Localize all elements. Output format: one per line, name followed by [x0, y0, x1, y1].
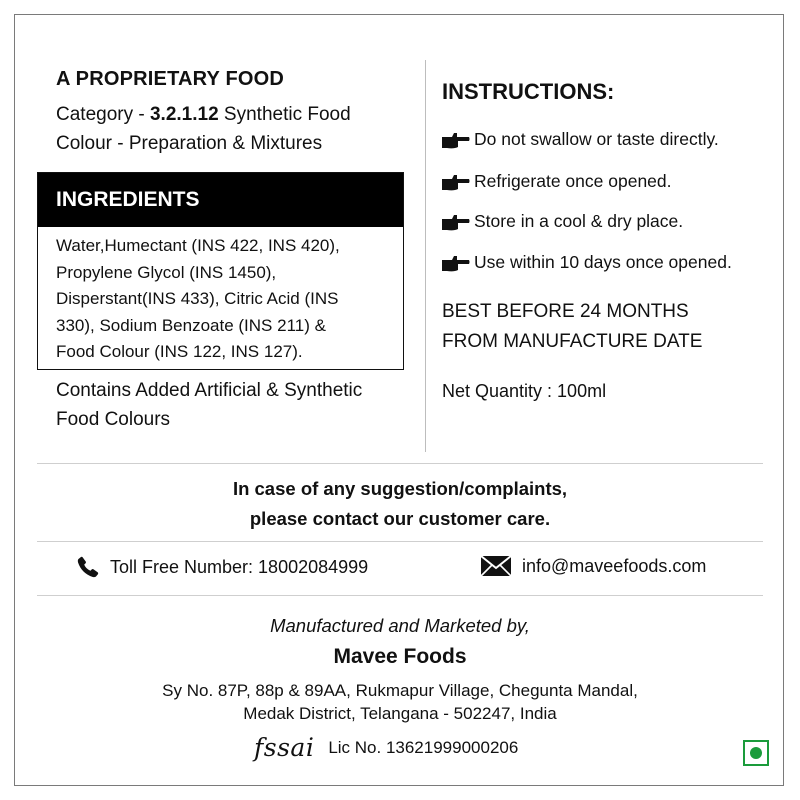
ingredients-list — [56, 233, 396, 366]
veg-mark-icon — [743, 740, 769, 766]
instruction-item — [442, 129, 719, 150]
category-code: 3.2.1.12 — [149, 104, 219, 125]
category-line2: Colour - Preparation & Mixtures — [56, 133, 323, 154]
instruction-item — [442, 211, 683, 232]
ingredients-line: Food Colour (INS 122, INS 127). — [56, 342, 303, 361]
email-address[interactable]: info@maveefoods.com — [522, 555, 707, 576]
pointing-hand-icon — [442, 173, 470, 191]
fssai-logo: fssai — [254, 733, 315, 762]
contact-message-line2: please contact our customer care. — [249, 508, 551, 529]
contains-line: Contains Added Artificial & Synthetic — [56, 380, 363, 401]
pointing-hand-icon — [442, 131, 470, 149]
toll-free-number[interactable]: Toll Free Number: 18002084999 — [110, 556, 369, 577]
column-divider — [425, 60, 426, 452]
best-before-line: FROM MANUFACTURE DATE — [442, 331, 703, 352]
veg-dot — [750, 747, 762, 759]
address-line: Sy No. 87P, 88p & 89AA, Rukmapur Village, Chegunta Mandal, — [162, 681, 638, 700]
phone-icon — [76, 555, 100, 579]
email-row — [480, 555, 706, 577]
fssai-row — [254, 733, 518, 762]
envelope-icon — [480, 555, 512, 577]
ingredients-box — [37, 172, 404, 370]
product-type-title: A PROPRIETARY FOOD — [56, 68, 285, 90]
manufactured-by-label: Manufactured and Marketed by, — [270, 615, 530, 636]
instruction-text: Store in a cool & dry place. — [474, 211, 684, 231]
net-quantity: Net Quantity : 100ml — [442, 381, 607, 401]
pointing-hand-icon — [442, 254, 470, 272]
company-name: Mavee Foods — [333, 645, 467, 668]
section-divider — [37, 595, 763, 596]
product-category — [56, 100, 406, 158]
category-prefix: Category - — [56, 104, 150, 125]
ingredients-heading: INGREDIENTS — [38, 173, 403, 227]
instruction-text: Do not swallow or taste directly. — [474, 129, 719, 149]
ingredients-line: 330), Sodium Benzoate (INS 211) & — [56, 315, 326, 335]
ingredients-line: Water,Humectant (INS 422, INS 420), — [56, 236, 340, 255]
section-divider — [37, 463, 763, 464]
instruction-item — [442, 171, 672, 192]
company-address — [0, 679, 800, 725]
toll-free-row — [76, 555, 368, 579]
section-divider — [37, 541, 763, 542]
contact-message-line1: In case of any suggestion/complaints, — [232, 478, 568, 499]
contains-note — [56, 376, 416, 434]
instructions-title: INSTRUCTIONS: — [442, 79, 615, 104]
contains-line: Food Colours — [56, 409, 171, 430]
instruction-text: Refrigerate once opened. — [474, 171, 672, 191]
ingredients-line: Disperstant(INS 433), Citric Acid (INS — [56, 289, 339, 308]
best-before — [442, 297, 762, 357]
license-number: Lic No. 13621999000206 — [328, 737, 519, 757]
category-line1-rest: Synthetic Food — [218, 104, 351, 125]
instruction-text: Use within 10 days once opened. — [474, 252, 732, 272]
instruction-item — [442, 252, 732, 273]
ingredients-line: Propylene Glycol (INS 1450), — [56, 262, 277, 282]
pointing-hand-icon — [442, 213, 470, 231]
address-line: Medak District, Telangana - 502247, India — [243, 704, 557, 723]
best-before-line: BEST BEFORE 24 MONTHS — [442, 301, 689, 322]
